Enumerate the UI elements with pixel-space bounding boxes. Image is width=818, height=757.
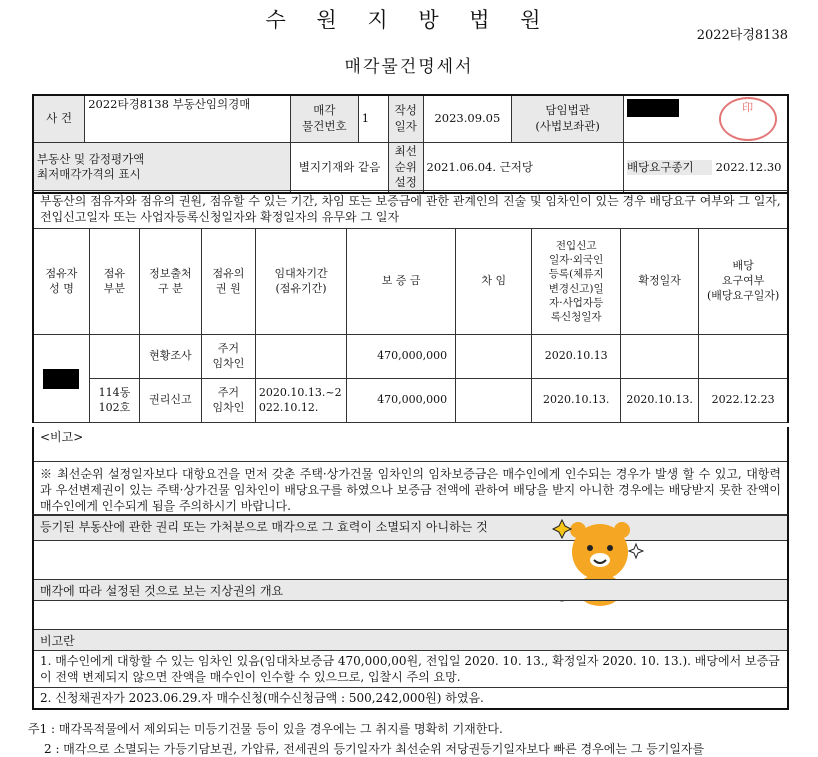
price-label: 부동산 및 감정평가액 최저매각가격의 표시 [33,143,290,193]
item-no: 1 [358,95,388,143]
th-fixed: 확정일자 [620,229,698,335]
cell-claim [699,335,788,379]
th-claim: 배당 요구여부 (배당요구일자) [699,229,788,335]
th-deposit: 보 증 금 [347,229,456,335]
cell-part [89,335,139,379]
written-label: 작성 일자 [389,95,423,143]
judge-cell [624,95,789,143]
footnote-1: 주1 : 매각목적물에서 제외되는 미등기건물 등이 있을 경우에는 그 취지를 명확히 기재한다. [28,722,503,736]
th-rent: 차 임 [456,229,532,335]
table-row [33,379,788,423]
th-part: 점유 부분 [89,229,139,335]
cell-deposit: 470,000,000 [347,335,456,379]
remark-label: <비고> [40,430,84,444]
judge-label: 담임법관 (사법보좌관) [512,95,624,143]
warning-text: ※ 최선순위 설정일자보다 대항요건을 먼저 갖춘 주택·상가건물 임차인의 임차보증금은 매수인에게 인수되는 경우가 발생 할 수 있고, 대항력과 우선변제권이 있는 주택·상가건물 임차인이 배당요구를 하였으나 보증금 전액에 관하여 배당을 받지 아니한 경우에는 배당받지 못한 잔액이 매수인에게 인수되게 됨을 주의하시기 바랍니다. [34,461,787,516]
table-row [33,335,788,379]
case-number: 2022타경8138 [696,28,788,43]
priority-label: 최선순위 설정 [389,143,423,193]
cell-deposit: 470,000,000 [347,379,456,423]
cell-claim: 2022.12.23 [699,379,788,423]
priority-value: 2021.06.04. 근저당 [423,143,623,193]
document-title: 매각물건명세서 [344,57,474,77]
tenant-table [32,228,789,423]
footnote-2: 2 : 매각으로 소멸되는 가등기담보권, 가압류, 전세권의 등기일자가 최선순위 저당권등기일자보다 빠른 경우에는 그 등기일자를 [44,742,705,756]
cell-period: 2020.10.13.~2 022.10.12. [255,379,346,423]
written-date: 2023.09.05 [423,95,512,143]
cell-move-in: 2020.10.13 [532,335,621,379]
cell-rent [456,379,532,423]
item-no-label: 매각 물건번호 [290,95,358,143]
price-value: 별지기재와 같음 [290,143,388,193]
remark-2: 2. 신청채권자가 2023.06.29.자 매수신청(매수신청금액 : 500,242,000원) 하였음. [34,687,787,708]
cell-source: 현황조사 [139,335,201,379]
th-right: 점유의 권 원 [201,229,255,335]
tenant-header-row [33,229,788,335]
remarks-section [32,629,789,710]
court-seal: 印 [719,97,777,141]
cell-right: 주거 임차인 [201,379,255,423]
court-name: 수 원 지 방 법 원 [265,8,553,32]
rights-section [32,515,789,579]
cell-fixed [620,335,698,379]
cell-part: 114동 102호 [89,379,139,423]
th-source: 정보출처 구 분 [139,229,201,335]
case-info-table [32,94,789,194]
deadline-cell: 배당요구종기 2022.12.30 [624,143,789,193]
cell-rent [456,335,532,379]
remark-box [32,427,789,515]
case-label: 사 건 [33,95,85,143]
occupant-name [33,335,89,423]
land-section [32,579,789,629]
th-period: 임대차기간 (점유기간) [255,229,346,335]
cell-fixed: 2020.10.13. [620,379,698,423]
th-move-in: 전입신고 일자·외국인 등록(체류지 변경신고)일 자·사업자등 록신청일자 [532,229,621,335]
cell-move-in: 2020.10.13. [532,379,621,423]
th-occupant: 점유자 성 명 [33,229,89,335]
occupancy-note: 부동산의 점유자와 점유의 권원, 점유할 수 있는 기간, 차임 또는 보증금에 관한 관계인의 진술 및 임차인이 있는 경우 배당요구 여부와 그 일자, 전입신고일자 또는 사업자등록신청일자와 확정일자의 유무와 그 일자 [40,194,781,224]
cell-period [255,335,346,379]
redacted-occupant [43,369,79,389]
remarks-title: 비고란 [34,629,787,651]
rights-title: 등기된 부동산에 관한 권리 또는 가처분으로 매각으로 그 효력이 소멸되지 아니하는 것 [34,515,787,541]
cell-right: 주거 임차인 [201,335,255,379]
occupancy-note-box [32,190,789,228]
land-title: 매각에 따라 설정된 것으로 보는 지상권의 개요 [34,579,787,601]
case-value: 2022타경8138 부동산임의경매 [85,95,291,143]
redacted-name [627,99,679,117]
remark-1: 1. 매수인에게 대항할 수 있는 임차인 있음(임대차보증금 470,000,00원, 전입일 2020. 10. 13., 확정일자 2020. 10. 13.). 배당에서 보증금이 전액 변제되지 않으면 잔액을 매수인이 인수할 수 있으므로, 입찰시 주의 요망. [40,654,780,684]
cell-source: 권리신고 [139,379,201,423]
